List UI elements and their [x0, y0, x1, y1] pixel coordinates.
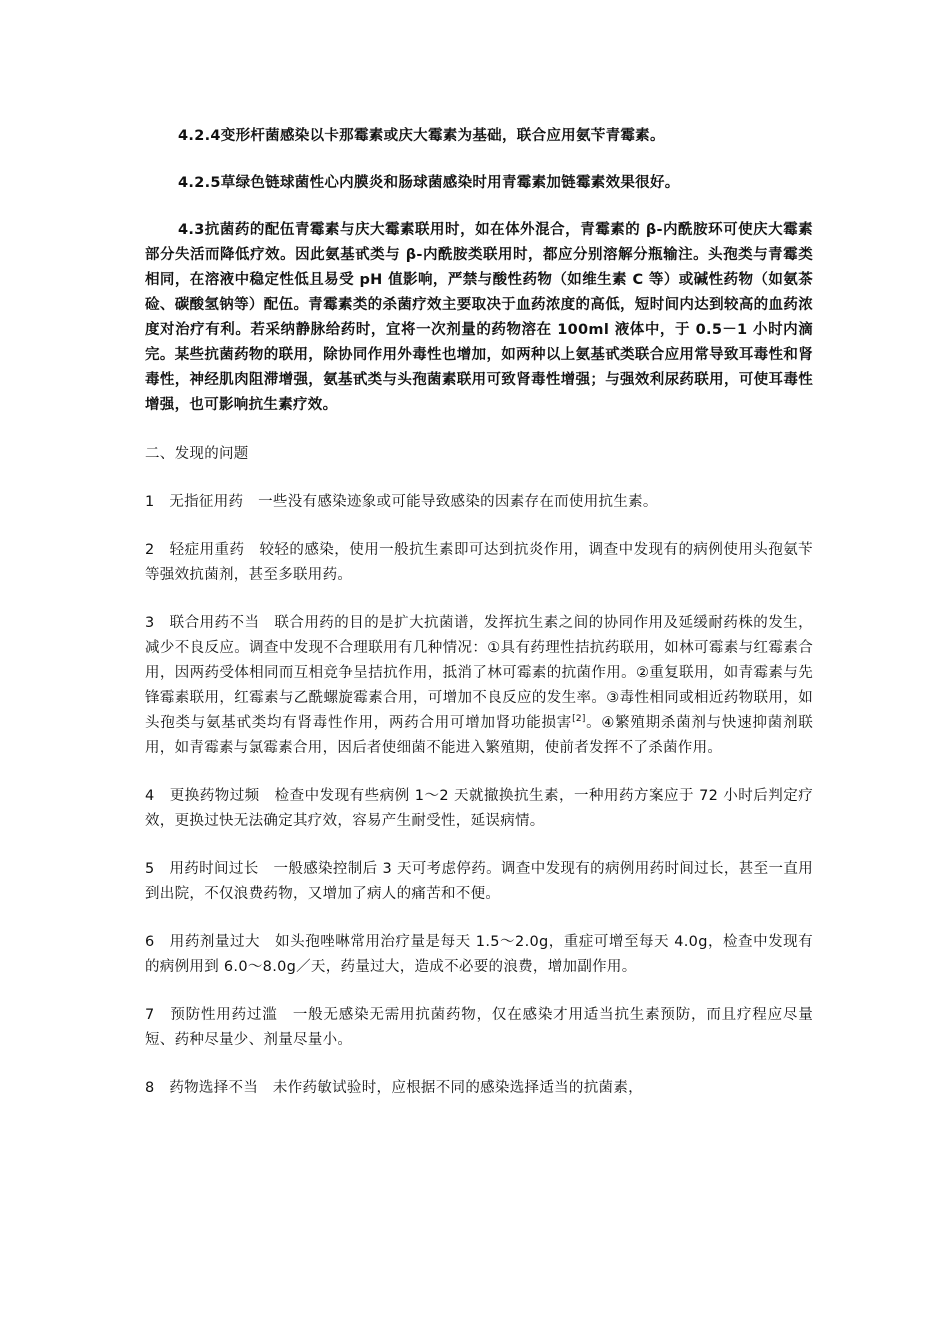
issue-item-7: 7 预防性用药过滥 一般无感染无需用抗菌药物，仅在感染才用适当抗生素预防，而且疗程应尽量短、药种尽量少、剂量尽量小。	[145, 1007, 813, 1048]
paragraph-4-3: 4.3抗菌药的配伍青霉素与庆大霉素联用时，如在体外混合，青霉素的 β-内酰胺环可使庆大霉素部分失活而降低疗效。因此氨基甙类与 β-内酰胺类联用时，都应分别溶解分瓶输注。头孢类与青霉类相同，在溶液中稳定性低且易受 pH 值影响，严禁与酸性药物（如维生素 C 等）或碱性药物（如氨茶硷、碳酸氢钠等）配伍。青霉素类的杀菌疗效主要取决于血药浓度的高低，短时间内达到较高的血药浓度对治疗有利。若采纳静脉给药时，宜将一次剂量的药物溶在 100ml 液体中，于 0.5－1 小时内滴完。某些抗菌药物的联用，除协同作用外毒性也增加，如两种以上氨基甙类联合应用常导致耳毒性和肾毒性，神经肌肉阻滞增强，氨基甙类与头孢菌素联用可致肾毒性增强；与强效利尿药联用，可使耳毒性增强，也可影响抗生素疗效。	[145, 222, 813, 413]
issue-item-8: 8 药物选择不当 未作药敏试验时，应根据不同的感染选择适当的抗菌素，	[145, 1080, 643, 1096]
issue-item-3-text-a: 3 联合用药不当 联合用药的目的是扩大抗菌谱，发挥抗生素之间的协同作用及延缓耐药株的发生，减少不良反应。调查中发现不合理联用有几种情况：①具有药理性拮抗药联用，如林可霉素与红霉素合用，因两药受体相同而互相竞争呈拮抗作用，抵消了林可霉素的抗菌作用。②重复联用，如青霉素与先锋霉素联用，红霉素与乙酰螺旋霉素合用，可增加不良反应的发生率。③毒性相同或相近药物联用，如头孢类与氨基甙类均有肾毒性作用，两药合用可增加肾功能损害	[145, 615, 813, 731]
issue-item-4: 4 更换药物过频 检查中发现有些病例 1～2 天就撤换抗生素，一种用药方案应于 72 小时后判定疗效，更换过快无法确定其疗效，容易产生耐受性，延误病情。	[145, 788, 813, 829]
issue-item-3	[145, 611, 813, 761]
issue-item-3-text-b: 。④繁殖期杀菌剂与快速抑菌剂联用，如青霉素与氯霉素合用，因后者使细菌不能进入繁殖期，使前者发挥不了杀菌作用。	[145, 715, 813, 756]
issue-item-5: 5 用药时间过长 一般感染控制后 3 天可考虑停药。调查中发现有的病例用药时间过长，甚至一直用到出院，不仅浪费药物，又增加了病人的痛苦和不便。	[145, 861, 813, 902]
paragraph-4-2-4: 4.2.4变形杆菌感染以卡那霉素或庆大霉素为基础，联合应用氨苄青霉素。	[178, 128, 665, 144]
issue-item-1: 1 无指征用药 一些没有感染迹象或可能导致感染的因素存在而使用抗生素。	[145, 494, 658, 510]
paragraph-4-2-5: 4.2.5草绿色链球菌性心内膜炎和肠球菌感染时用青霉素加链霉素效果很好。	[178, 175, 680, 191]
citation-ref: [2]	[572, 714, 586, 725]
issue-item-6: 6 用药剂量过大 如头孢唑啉常用治疗量是每天 1.5～2.0g，重症可增至每天 4.0g，检查中发现有的病例用到 6.0～8.0g／天，药量过大，造成不必要的浪费，增加副作用。	[145, 934, 813, 975]
section-heading-problems: 二、发现的问题	[145, 446, 249, 462]
issue-item-2: 2 轻症用重药 较轻的感染，使用一般抗生素即可达到抗炎作用，调查中发现有的病例使用头孢氨苄等强效抗菌剂，甚至多联用药。	[145, 542, 813, 583]
document-page	[145, 124, 813, 1101]
